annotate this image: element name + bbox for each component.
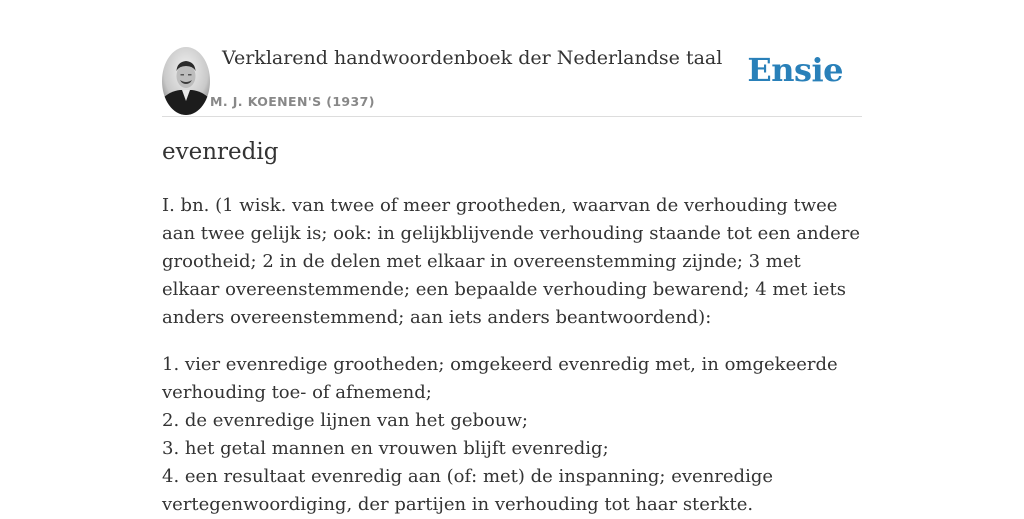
entry-headword: evenredig — [162, 139, 279, 165]
entry-definition: I. bn. (1 wisk. van twee of meer grootheden, waarvan de verhouding twee aan twee gelijk is; ook: in gelijkblijvende verhouding staande tot een andere grootheid; 2 in de delen met elkaar in overeenstemming zijnde; 3 met elkaar overeenstemmende; een bepaalde verhouding bewarend; 4 met iets anders overeenstemmend; aan iets anders beantwoordend): — [162, 195, 861, 328]
ensie-logo[interactable]: Ensie — [747, 51, 843, 89]
example-list — [162, 351, 862, 519]
author-portrait — [162, 47, 210, 115]
example-item: 2. de evenredige lijnen van het gebouw; — [162, 410, 528, 431]
site-header — [162, 44, 862, 117]
author-credit: M. J. KOENEN'S (1937) — [210, 94, 375, 109]
book-title: Verklarend handwoordenboek der Nederlandse taal — [222, 47, 723, 69]
example-item: 3. het getal mannen en vrouwen blijft evenredig; — [162, 438, 609, 459]
example-item: 1. vier evenredige grootheden; omgekeerd evenredig met, in omgekeerde verhouding toe- of afnemend; — [162, 354, 838, 403]
example-item: 4. een resultaat evenredig aan (of: met) de inspanning; evenredige vertegenwoordiging, der partijen in verhouding tot haar sterkte. — [162, 466, 773, 515]
